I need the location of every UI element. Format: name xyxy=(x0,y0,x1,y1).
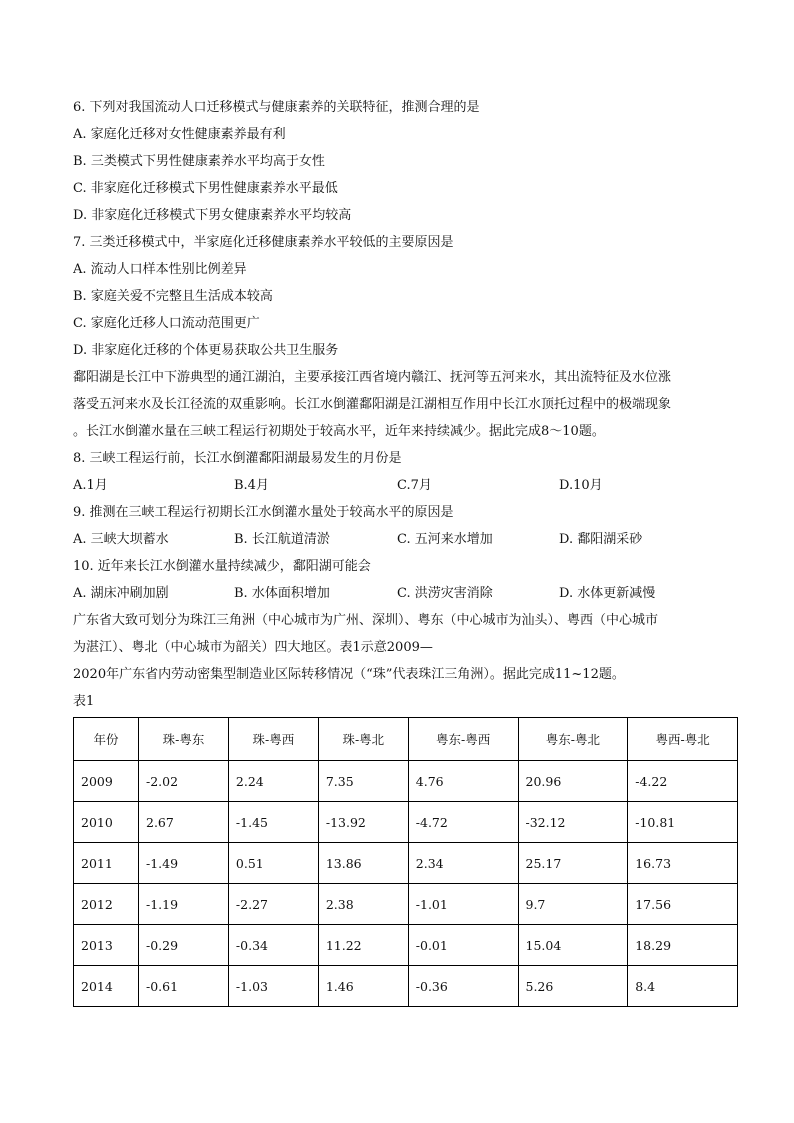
passage-line: 2020年广东省内劳动密集型制造业区际转移情况（“珠”代表珠江三角洲）。据此完成11~12题。 xyxy=(73,667,625,682)
table-cell: 2.67 xyxy=(139,802,229,843)
question-10-option-c: C. 洪涝灾害消除 xyxy=(397,586,493,601)
table-cell: 1.46 xyxy=(318,966,408,1007)
question-10-options xyxy=(73,580,743,607)
table-header-cell: 珠-粤北 xyxy=(318,718,408,761)
question-7-option-c: C. 家庭化迁移人口流动范围更广 xyxy=(73,316,260,331)
table-header-cell: 珠-粤西 xyxy=(228,718,318,761)
question-10-stem: 10. 近年来长江水倒灌水量持续减少，鄱阳湖可能会 xyxy=(73,559,371,574)
question-9-option-c: C. 五河来水增加 xyxy=(397,532,493,547)
question-7-option-a: A. 流动人口样本性别比例差异 xyxy=(73,262,247,277)
passage-line: 。长江水倒灌水量在三峡工程运行初期处于较高水平，近年来持续减少。据此完成8～10题。 xyxy=(73,424,605,439)
table-cell: -2.02 xyxy=(139,761,229,802)
table-row xyxy=(74,884,738,925)
table-row xyxy=(74,925,738,966)
table-cell: -10.81 xyxy=(628,802,738,843)
question-6-option-b: B. 三类模式下男性健康素养水平均高于女性 xyxy=(73,154,325,169)
table-cell: 2014 xyxy=(74,966,139,1007)
table-cell: 2010 xyxy=(74,802,139,843)
exam-page xyxy=(73,94,743,1007)
table-cell: 2013 xyxy=(74,925,139,966)
question-10-option-d: D. 水体更新减慢 xyxy=(559,586,656,601)
table-header-cell: 粤东-粤北 xyxy=(518,718,628,761)
table-cell: -32.12 xyxy=(518,802,628,843)
question-6-option-d: D. 非家庭化迁移模式下男女健康素养水平均较高 xyxy=(73,208,352,223)
table-cell: 11.22 xyxy=(318,925,408,966)
table-cell: -0.61 xyxy=(139,966,229,1007)
passage-line: 为湛江）、粤北（中心城市为韶关）四大地区。表1示意2009— xyxy=(73,640,433,655)
table-cell: -1.03 xyxy=(228,966,318,1007)
table-cell: 2012 xyxy=(74,884,139,925)
table-row xyxy=(74,802,738,843)
question-8-option-c: C.7月 xyxy=(397,478,432,493)
table-row xyxy=(74,843,738,884)
table-cell: -0.36 xyxy=(408,966,518,1007)
table-cell: -2.27 xyxy=(228,884,318,925)
question-8-option-d: D.10月 xyxy=(559,478,603,493)
table-cell: 2.34 xyxy=(408,843,518,884)
table-cell: 9.7 xyxy=(518,884,628,925)
table-cell: -0.01 xyxy=(408,925,518,966)
table-header-cell: 粤西-粤北 xyxy=(628,718,738,761)
question-6-option-a: A. 家庭化迁移对女性健康素养最有利 xyxy=(73,127,286,142)
question-9-option-a: A. 三峡大坝蓄水 xyxy=(73,532,169,547)
question-8-option-b: B.4月 xyxy=(234,478,269,493)
table-label: 表1 xyxy=(73,694,95,709)
table-cell: 0.51 xyxy=(228,843,318,884)
passage-guangdong xyxy=(73,607,743,688)
table-row xyxy=(74,966,738,1007)
question-7-stem: 7. 三类迁移模式中，半家庭化迁移健康素养水平较低的主要原因是 xyxy=(73,235,454,250)
table-cell: 25.17 xyxy=(518,843,628,884)
table-cell: 18.29 xyxy=(628,925,738,966)
passage-line: 鄱阳湖是长江中下游典型的通江湖泊，主要承接江西省境内赣江、抚河等五河来水，其出流特征及水位涨 xyxy=(73,370,672,385)
question-6-stem: 6. 下列对我国流动人口迁移模式与健康素养的关联特征，推测合理的是 xyxy=(73,100,480,115)
table-cell: -1.45 xyxy=(228,802,318,843)
table-cell: 4.76 xyxy=(408,761,518,802)
table-header-cell: 珠-粤东 xyxy=(139,718,229,761)
question-7-option-d: D. 非家庭化迁移的个体更易获取公共卫生服务 xyxy=(73,343,339,358)
table-header-row xyxy=(74,718,738,761)
passage-poyang-lake xyxy=(73,364,743,445)
passage-line: 落受五河来水及长江径流的双重影响。长江水倒灌鄱阳湖是江湖相互作用中长江水顶托过程中的极端现象 xyxy=(73,397,672,412)
table-cell: 20.96 xyxy=(518,761,628,802)
table-cell: -0.34 xyxy=(228,925,318,966)
table-row xyxy=(74,761,738,802)
table-cell: 2.38 xyxy=(318,884,408,925)
table-cell: 17.56 xyxy=(628,884,738,925)
table-cell: -4.22 xyxy=(628,761,738,802)
table-cell: 2.24 xyxy=(228,761,318,802)
passage-line: 广东省大致可划分为珠江三角洲（中心城市为广州、深圳）、粤东（中心城市为汕头）、粤西（中心城市 xyxy=(73,613,659,628)
question-9-stem: 9. 推测在三峡工程运行初期长江水倒灌水量处于较高水平的原因是 xyxy=(73,505,454,520)
table-cell: -1.01 xyxy=(408,884,518,925)
question-7-option-b: B. 家庭关爱不完整且生活成本较高 xyxy=(73,289,273,304)
table-cell: -0.29 xyxy=(139,925,229,966)
table-cell: -1.49 xyxy=(139,843,229,884)
question-6-option-c: C. 非家庭化迁移模式下男性健康素养水平最低 xyxy=(73,181,338,196)
table-cell: 8.4 xyxy=(628,966,738,1007)
table-cell: 5.26 xyxy=(518,966,628,1007)
question-9-options xyxy=(73,526,743,553)
table-header-cell: 年份 xyxy=(74,718,139,761)
table-cell: -13.92 xyxy=(318,802,408,843)
question-8-stem: 8. 三峡工程运行前，长江水倒灌鄱阳湖最易发生的月份是 xyxy=(73,451,402,466)
question-8-options xyxy=(73,472,743,499)
question-9-option-d: D. 鄱阳湖采砂 xyxy=(559,532,643,547)
table-cell: 16.73 xyxy=(628,843,738,884)
table-cell: 15.04 xyxy=(518,925,628,966)
question-9-option-b: B. 长江航道清淤 xyxy=(234,532,330,547)
question-10-option-a: A. 湖床冲刷加剧 xyxy=(73,586,169,601)
table-cell: 7.35 xyxy=(318,761,408,802)
table-header-cell: 粤东-粤西 xyxy=(408,718,518,761)
table-cell: 2011 xyxy=(74,843,139,884)
table-cell: 2009 xyxy=(74,761,139,802)
table-cell: -4.72 xyxy=(408,802,518,843)
question-8-option-a: A.1月 xyxy=(73,478,108,493)
question-10-option-b: B. 水体面积增加 xyxy=(234,586,330,601)
table-cell: -1.19 xyxy=(139,884,229,925)
table-cell: 13.86 xyxy=(318,843,408,884)
transfer-table xyxy=(73,717,738,1007)
